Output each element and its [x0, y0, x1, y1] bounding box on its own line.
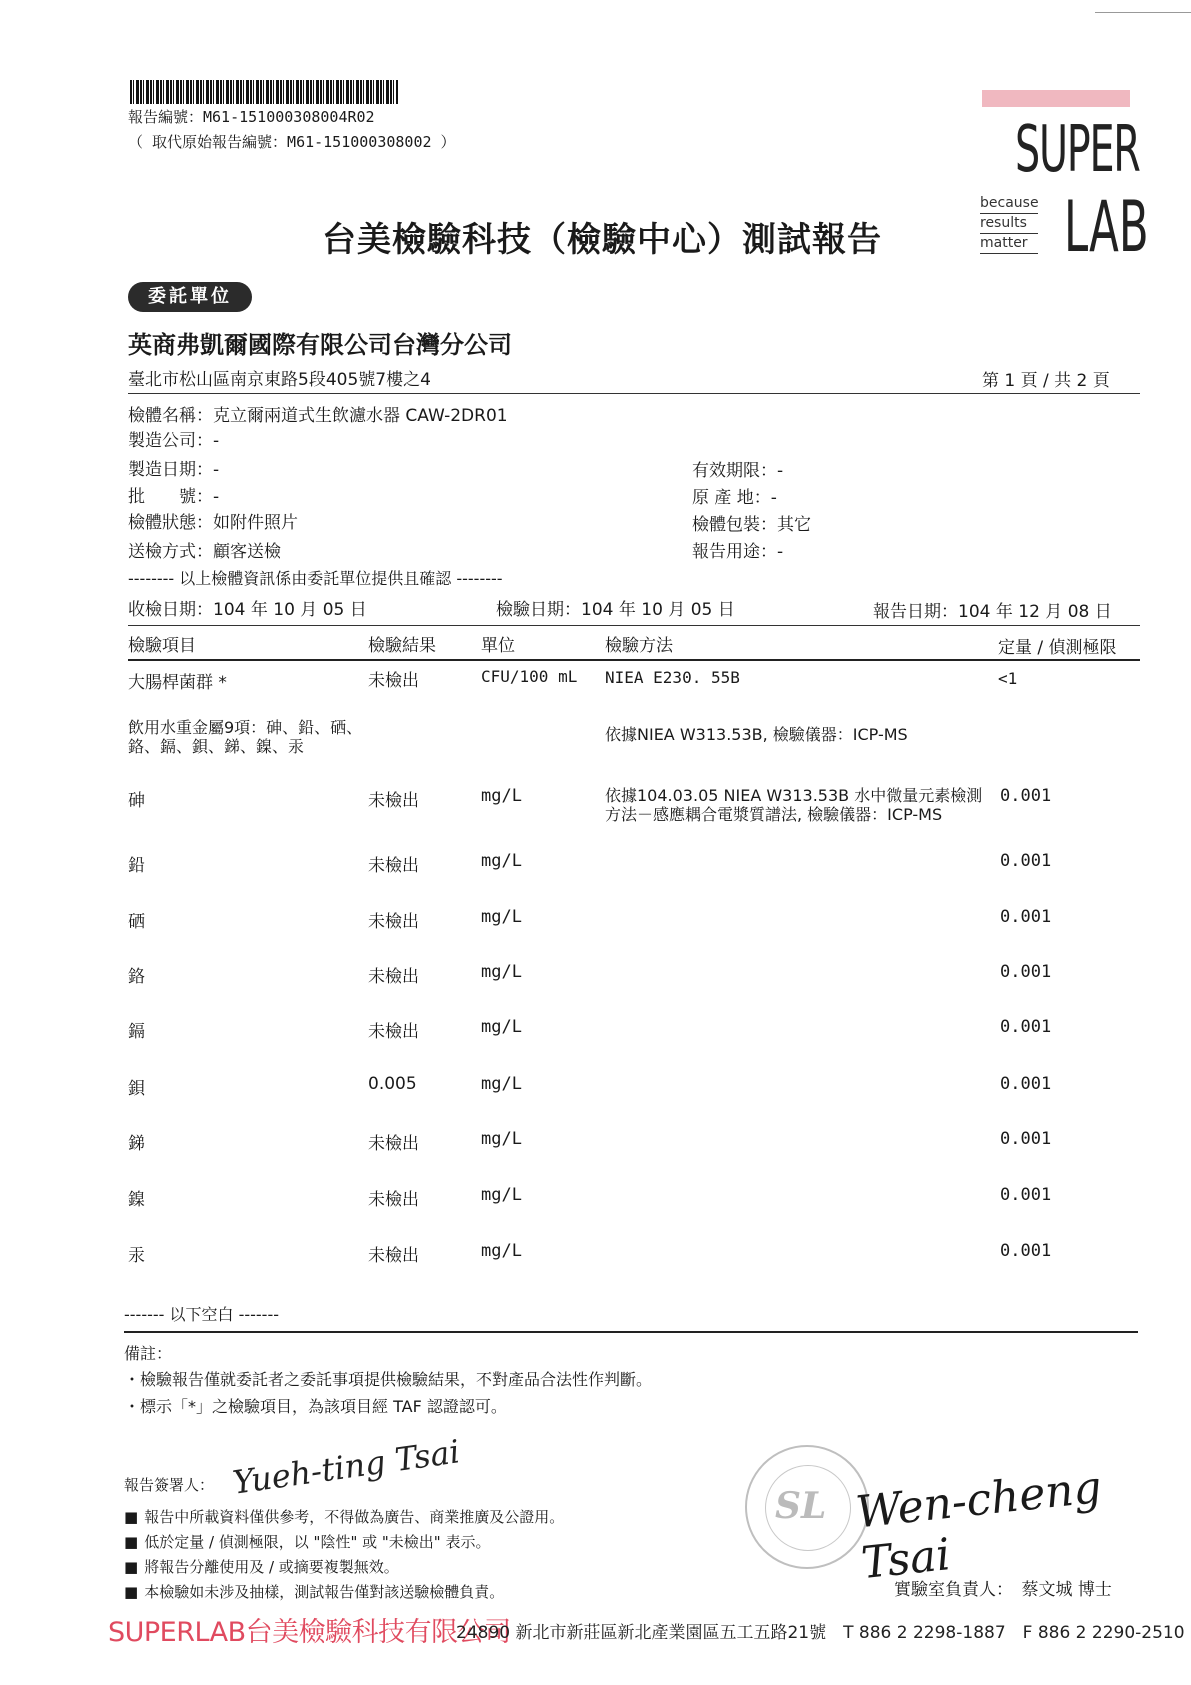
- logo-tagline: [980, 194, 1038, 254]
- sample-mfg-date: 製造日期：-: [128, 460, 220, 480]
- metals-group-item: 飲用水重金屬9項：砷、鉛、硒、鉻、鎘、鋇、銻、鎳、汞: [128, 718, 363, 756]
- metals-group-method: 依據NIEA W313.53B, 檢驗儀器：ICP-MS: [605, 725, 908, 744]
- cell-item: 鋇: [128, 1079, 145, 1099]
- logo-lab: LAB: [1064, 186, 1149, 268]
- cell-limit: 0.001: [1000, 851, 1052, 871]
- page-corner-line: [1095, 12, 1191, 13]
- cell-limit: 0.001: [1000, 1241, 1052, 1261]
- note-1: ・檢驗報告僅就委託者之委託事項提供檢驗結果，不對產品合法性作判斷。: [124, 1370, 653, 1389]
- sample-origin: 原 產 地：-: [692, 488, 777, 508]
- sample-state: 檢體狀態：如附件照片: [128, 513, 298, 533]
- report-date: 報告日期：104 年 12 月 08 日: [873, 602, 1112, 622]
- col-header-result: 檢驗結果: [368, 636, 436, 656]
- cell-limit: 0.001: [1000, 1017, 1052, 1037]
- sample-delivery: 送檢方式：顧客送檢: [128, 542, 281, 562]
- signer-signature: Yueh-ting Tsai: [230, 1432, 462, 1502]
- seal-letters: SL: [775, 1485, 827, 1527]
- cell-limit: 0.001: [1000, 786, 1052, 806]
- lab-head-signature: Wen-cheng Tsai: [853, 1461, 1104, 1590]
- table-bottom-rule: [124, 1331, 1138, 1333]
- notes-label: 備註：: [124, 1344, 173, 1363]
- logo-super: SUPER: [1015, 113, 1140, 187]
- client-badge: 委託單位: [128, 282, 252, 312]
- sample-confirm-note: -------- 以上檢體資訊係由委託單位提供且確認 --------: [128, 569, 503, 588]
- cell-limit: <1: [998, 669, 1018, 688]
- cell-item: 鎳: [128, 1190, 145, 1210]
- cell-limit: 0.001: [1000, 1074, 1052, 1094]
- cell-item: 汞: [128, 1246, 145, 1266]
- sample-maker: 製造公司：-: [128, 431, 220, 451]
- tagline-matter: matter: [980, 234, 1038, 254]
- cell-result: 未檢出: [368, 967, 419, 987]
- cell-unit: mg/L: [481, 786, 522, 806]
- cell-unit: mg/L: [481, 851, 522, 871]
- cell-result: 未檢出: [368, 1022, 419, 1042]
- tagline-results: results: [980, 214, 1038, 234]
- cell-result: 0.005: [368, 1074, 417, 1094]
- report-number: 報告編號：M61-151000308004R02: [128, 108, 375, 126]
- col-header-limit: 定量 / 偵測極限: [998, 638, 1117, 658]
- cell-limit: 0.001: [1000, 907, 1052, 927]
- sample-batch: 批 號：-: [128, 487, 220, 507]
- received-date: 收檢日期：104 年 10 月 05 日: [128, 600, 367, 620]
- cell-result: 未檢出: [368, 671, 419, 691]
- disclaimer-3: ■ 將報告分離使用及 / 或摘要複製無效。: [124, 1556, 399, 1577]
- cell-unit: mg/L: [481, 1017, 522, 1037]
- replaced-report-number: （ 取代原始報告編號：M61-151000308002 ）: [128, 133, 456, 151]
- cell-unit: mg/L: [481, 1241, 522, 1261]
- footer-brand: SUPERLAB台美檢驗科技有限公司: [108, 1617, 511, 1648]
- cell-item: 鎘: [128, 1022, 145, 1042]
- sample-purpose: 報告用途：-: [692, 542, 784, 562]
- cell-limit: 0.001: [1000, 1185, 1052, 1205]
- cell-unit: mg/L: [481, 1185, 522, 1205]
- cell-limit: 0.001: [1000, 1129, 1052, 1149]
- lab-head-label: 實驗室負責人： 蔡文城 博士: [894, 1580, 1112, 1600]
- tagline-because: because: [980, 194, 1038, 214]
- cell-unit: mg/L: [481, 962, 522, 982]
- cell-item: 鉛: [128, 856, 145, 876]
- cell-result: 未檢出: [368, 912, 419, 932]
- col-header-item: 檢驗項目: [128, 636, 196, 656]
- disclaimer-2: ■ 低於定量 / 偵測極限，以 "陰性" 或 "未檢出" 表示。: [124, 1531, 490, 1552]
- cell-result: 未檢出: [368, 1190, 419, 1210]
- logo-pink-bar: [982, 90, 1130, 107]
- cell-item: 銻: [128, 1134, 145, 1154]
- col-header-unit: 單位: [481, 636, 515, 656]
- cell-item: 硒: [128, 912, 145, 932]
- cell-unit: mg/L: [481, 1074, 522, 1094]
- disclaimer-1: ■ 報告中所載資料僅供參考，不得做為廣告、商業推廣及公證用。: [124, 1506, 564, 1527]
- cell-unit: mg/L: [481, 1129, 522, 1149]
- client-name: 英商弗凱爾國際有限公司台灣分公司: [128, 331, 512, 359]
- cell-item: 鉻: [128, 967, 145, 987]
- sample-package: 檢體包裝：其它: [692, 515, 811, 535]
- signer-label: 報告簽署人：: [124, 1476, 215, 1494]
- cell-limit: 0.001: [1000, 962, 1052, 982]
- divider: [128, 625, 1140, 626]
- sample-name: 檢體名稱：克立爾兩道式生飲濾水器 CAW-2DR01: [128, 406, 508, 426]
- table-header-rule: [128, 659, 1140, 661]
- cell-item: 大腸桿菌群 *: [128, 673, 227, 693]
- disclaimer-4: ■ 本檢驗如未涉及抽樣，測試報告僅對該送驗檢體負責。: [124, 1581, 504, 1602]
- cell-item: 砷: [128, 791, 145, 811]
- page-title: 台美檢驗科技（檢驗中心）測試報告: [322, 220, 882, 260]
- footer-address: 24890 新北市新莊區新北產業園區五工五路21號 T 886 2 2298-1887 F 886 2 2290-2510: [456, 1623, 1185, 1643]
- col-header-method: 檢驗方法: [605, 636, 673, 656]
- divider: [128, 393, 1140, 394]
- cell-method: NIEA E230. 55B: [605, 668, 740, 687]
- arsenic-method: 依據104.03.05 NIEA W313.53B 水中微量元素檢測方法－感應耦合電漿質譜法, 檢驗儀器：ICP-MS: [605, 786, 983, 824]
- cell-result: 未檢出: [368, 791, 419, 811]
- cell-result: 未檢出: [368, 1246, 419, 1266]
- cell-unit: mg/L: [481, 907, 522, 927]
- lab-seal: [745, 1445, 869, 1569]
- barcode: [130, 80, 398, 104]
- cell-result: 未檢出: [368, 1134, 419, 1154]
- sample-expiry: 有效期限：-: [692, 461, 784, 481]
- tested-date: 檢驗日期：104 年 10 月 05 日: [496, 600, 735, 620]
- cell-unit: CFU/100 mL: [481, 667, 578, 686]
- note-2: ・標示「*」之檢驗項目，為該項目經 TAF 認證認可。: [124, 1397, 507, 1416]
- cell-result: 未檢出: [368, 856, 419, 876]
- client-address: 臺北市松山區南京東路5段405號7樓之4: [128, 370, 431, 390]
- page-indicator: 第 1 頁 / 共 2 頁: [982, 371, 1110, 391]
- blank-below-note: ------- 以下空白 -------: [124, 1305, 280, 1324]
